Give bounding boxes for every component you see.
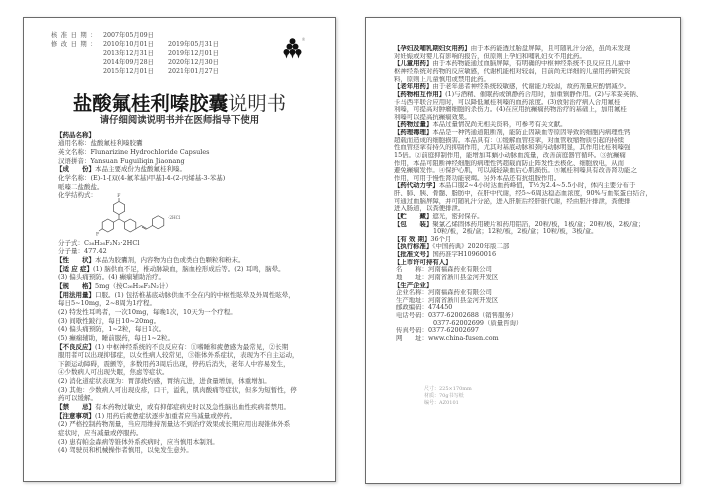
precautions-line xyxy=(56,438,308,447)
pinyin-name-line xyxy=(56,157,308,166)
line-text: (3) 间歇性跛行，每日10~20mg。 xyxy=(58,316,161,325)
line-text: 名 称：河南福森药业有限公司 xyxy=(396,266,492,274)
section-label: 【不良反应】 xyxy=(56,342,95,351)
section-label: 【适 应 症】 xyxy=(56,264,94,273)
line-text: 口服。(1) 包括椎基底动脉供血不全在内的中枢性眩晕及外周性眩晕， xyxy=(95,290,295,299)
section-label: 【上市许可持有人】 xyxy=(394,258,452,266)
revision-date: 2019年05月31日 xyxy=(168,41,219,48)
line-text: (1)与酒精、催眠药或镇静药合用时，加重镇静作用。(2)与苯妥英钠、 xyxy=(445,90,643,98)
line-text: 症状时，应当减量或停服药。 xyxy=(58,428,143,437)
line-text: 药可以缓解。 xyxy=(58,394,97,403)
title-drug-name: 盐酸氟桂利嗪胶囊 xyxy=(72,92,228,115)
section-label: 【注意事项】 xyxy=(56,411,95,420)
phone-line xyxy=(394,320,652,328)
pediatric-line xyxy=(394,60,652,68)
standard-line xyxy=(394,243,652,251)
precautions-line xyxy=(56,420,308,429)
package-line xyxy=(394,228,652,236)
storage-line xyxy=(394,213,652,221)
pharmacology-line xyxy=(394,167,652,175)
manufacturer-name-line xyxy=(394,289,652,297)
line-text: 36个月 xyxy=(430,235,452,243)
revision-date: 2019年12月01日 xyxy=(168,50,219,57)
line-text: 分子量：477.42 xyxy=(58,247,107,256)
line-text: 卡马西平联合应用时，可以降低氟桂利嗪的血药浓度。(3)放射治疗病人合用氟桂 xyxy=(394,98,621,106)
strength-line xyxy=(56,282,308,291)
pharmacokinetics-line xyxy=(394,198,652,206)
shelf-life-line xyxy=(394,236,652,244)
line-text: 《中国药典》2020年版二部 xyxy=(432,243,510,251)
line-text: 本品过量情况尚无相关资料，可参考有关文献。 xyxy=(432,121,567,129)
left-page xyxy=(23,17,336,482)
line-text: 利嗪可以提高抗癫痫效果。 xyxy=(394,113,471,121)
pharmacokinetics-line xyxy=(394,190,652,198)
section-label: 【药品名称】 xyxy=(56,130,95,139)
section-label: 【老年用药】 xyxy=(394,83,433,91)
dosage-line xyxy=(56,317,308,326)
pregnancy-line xyxy=(394,53,652,61)
revision-date: 2015年12月01日 xyxy=(103,68,154,75)
dosage-line xyxy=(56,299,308,308)
manufacturer-heading xyxy=(394,282,652,290)
section-label: 【批准文号】 xyxy=(394,251,433,259)
revision-date-row xyxy=(51,58,261,67)
line-text: 邮政编码：474450 xyxy=(396,304,453,312)
approval-date-row xyxy=(51,31,261,40)
pharmacokinetics-line xyxy=(394,205,652,213)
adverse-reactions-line xyxy=(56,368,308,377)
print-spec-block xyxy=(424,386,472,407)
precautions-line xyxy=(56,429,308,438)
line-text: 作用，可用于慢性肾功能衰竭。另外本品还有抗组胺作用。 xyxy=(394,174,561,182)
revision-date: 2010年10月01日 xyxy=(103,41,154,48)
section-label: 【生产企业】 xyxy=(394,281,433,289)
pediatric-line xyxy=(394,68,652,76)
line-text: 避免癫痫发作。④保护心肌，可以减轻缺血后心肌损伤。⑤氟桂利嗪具有改善肾功能之 xyxy=(394,167,637,175)
line-text: 本品口服2~4小时达血药峰值，T½为2.4~5.5小时，体内主要分布于 xyxy=(438,182,636,190)
adverse-reactions-line xyxy=(56,377,308,386)
line-text: 超载而造成的细胞损害。本品具有：①缓解血管痉挛，对血管收缩物质引起的持续 xyxy=(394,136,625,144)
company-logo-icon xyxy=(283,37,307,61)
line-text: 化学名称：(E)-1-[双(4-氟苯基)甲基]-4-(2-丙烯基-3-苯基) xyxy=(58,173,226,182)
molecular-weight-line xyxy=(56,247,308,256)
line-text: (3) 其他：少数病人可出现皮疹，口干，溢乳，肌肉酸痛等症状，但多为短暂性，停 xyxy=(58,385,297,394)
line-text: (2) 消化道症状表现为：胃部烧灼感，胃纳亢进，进食量增加，体重增加。 xyxy=(58,377,271,386)
ingredients-line xyxy=(56,165,308,174)
section-label: 【执行标准】 xyxy=(394,243,433,251)
adverse-reactions-line xyxy=(56,394,308,403)
date-block xyxy=(51,31,261,76)
pharmacology-line xyxy=(394,175,652,183)
phone-line xyxy=(394,312,652,320)
line-text: 15倍。②前庭抑制作用，能增加耳蜗小动脉血流量，改善前庭器官循环。③抗癫痫 xyxy=(394,151,626,159)
print-material: 材质：70g书写纸 xyxy=(424,393,464,399)
revision-date-row xyxy=(51,40,261,49)
pediatric-line xyxy=(394,76,652,84)
line-text: 有本药物过敏史，或有抑郁症病史时以及急性脑出血性疾病者禁用。 xyxy=(95,402,290,411)
section-label: 【药物过量】 xyxy=(394,121,433,129)
contraindications-line xyxy=(56,403,308,412)
line-text: (3) 患有帕金森病等锥体外系疾病时，应当慎用本制剂。 xyxy=(58,437,219,446)
line-text: 聚氯乙烯固体药用硬片和药用铝箔，20粒/板，1板/盒；20粒/板，2板/盒； xyxy=(432,220,645,228)
interactions-line xyxy=(394,91,652,99)
section-label: 【孕妇及哺乳期妇女用药】 xyxy=(394,45,471,53)
line-text: 每日5~10mg，2~8周为1疗程。 xyxy=(58,299,157,308)
revision-date: 2020年12月30日 xyxy=(168,59,219,66)
line-text: (4) 驾驶员和机械操作者慎用，以免发生意外。 xyxy=(58,446,193,455)
section-label: 【药理毒理】 xyxy=(394,129,433,137)
line-text: 10粒/板，2板/盒；12粒/板，2板/盒；10粒/板，3板/盒。 xyxy=(433,228,598,236)
line-text: 英文名称：Flunarizine Hydrochloride Capsules xyxy=(58,147,210,156)
mah-address-line xyxy=(394,274,652,282)
pharmacology-line xyxy=(394,160,652,168)
line-text: 本品为胶囊剂，内容物为白色或类白色颗粒和粉末。 xyxy=(95,256,245,265)
line-text: 哌嗪二盐酸盐。 xyxy=(58,182,104,191)
dosage-line xyxy=(56,334,308,343)
section-label: 【药代动力学】 xyxy=(394,182,439,190)
dosage-line xyxy=(56,325,308,334)
line-text: 分子式：C₂₆H₂₆F₂N₂·2HCl xyxy=(58,238,140,247)
overdose-line xyxy=(394,121,652,129)
section-label: 【有 效 期】 xyxy=(394,235,431,243)
line-text: 料，原则上儿童慎用或禁用此药。 xyxy=(394,75,490,83)
precautions-line xyxy=(56,446,308,455)
line-text: 0377-62002699（质量咨询） xyxy=(433,319,523,327)
line-text: 对妊娠或对婴儿有影响的报告，但原则上孕妇和哺乳妇女不用此药。 xyxy=(394,52,586,60)
line-text: 传真号码：0377-62002697 xyxy=(396,327,479,335)
salt-label: ·2HCl xyxy=(168,215,181,220)
postal-code-line xyxy=(394,304,652,312)
structure-spacer xyxy=(56,200,308,239)
interactions-line xyxy=(394,114,652,122)
line-text: 由于本药能透过胎盘屏障，且可随乳汁分泌，虽尚未发现 xyxy=(470,45,631,53)
description-line xyxy=(56,256,308,265)
line-text: (2) 严格控制药物剂量，当应用维持剂量达不到治疗效果或长期应用出现锥体外系 xyxy=(58,420,291,429)
pharmacology-line xyxy=(394,144,652,152)
line-text: 本品是一种钙通道阻断剂，能防止因缺血等原因导致的细胞内病理性钙 xyxy=(432,129,631,137)
line-text: 枢神经系统对药物的反应敏感，代谢机能相对较弱，目前尚无详细的儿童用药研究资 xyxy=(394,68,631,76)
interactions-line xyxy=(394,106,652,114)
line-text: 电话号码：0377-62002688（销售服务） xyxy=(396,312,518,320)
line-text: 国药准字H10960016 xyxy=(432,251,497,259)
section-label: 【儿童用药】 xyxy=(394,60,433,68)
line-text: (1) 脑供血不足，椎动脉缺血，脑血栓形成后等。(2) 耳鸣，脑晕。 xyxy=(93,264,285,273)
line-text: 作用，本品可阻断神经细胞的病理性钙超载而防止阵发性去极化、细胞放电，从而 xyxy=(394,159,625,167)
pregnancy-line xyxy=(394,45,652,53)
line-text: 企业名称：河南福森药业有限公司 xyxy=(396,289,492,297)
pharmacology-line xyxy=(394,137,652,145)
line-text: 由于老年患者神经系统较敏感，代谢能力较弱，故药剂量应酌情减少。 xyxy=(432,83,631,91)
right-page xyxy=(365,17,681,484)
english-name-line xyxy=(56,148,308,157)
section-label: 【用法用量】 xyxy=(56,290,95,299)
indications-line xyxy=(56,265,308,274)
fluorine-label: F xyxy=(96,232,100,238)
title-suffix: 说明书 xyxy=(227,92,287,115)
revision-date-row xyxy=(51,49,261,58)
manufacturer-address-line xyxy=(394,297,652,305)
website-line xyxy=(394,335,652,343)
geriatric-line xyxy=(394,83,652,91)
approval-date-label: 核准日期： xyxy=(51,32,100,39)
indications-line xyxy=(56,273,308,282)
pharmacology-line xyxy=(394,129,652,137)
line-text: 地 址：河南省淅川县金河开发区 xyxy=(396,273,499,281)
chemical-name-line xyxy=(56,183,308,192)
pharmacology-line xyxy=(394,152,652,160)
line-text: 汉语拼音：Yansuan Fuguiliqin Jiaonang xyxy=(58,156,185,165)
line-text: 肝、肺、胰、骨髓、脂肪中，在肝中代谢，经5~6周达稳态血浓度，90%与血浆蛋白结合， xyxy=(394,190,652,198)
line-text: (2) 特发性耳鸣者，一次10mg，每晚1次，10天为一个疗程。 xyxy=(58,307,237,316)
line-text: (1) 中枢神经系统的不良反应有：①嗜睡和疲惫感为最常见，②长期 xyxy=(95,342,289,351)
adverse-reactions-line xyxy=(56,386,308,395)
line-text: 生产地址：河南省淅川县金河开发区 xyxy=(396,296,499,304)
chemical-name-line xyxy=(56,174,308,183)
revision-date: 2021年01月27日 xyxy=(168,68,219,75)
line-text: 通用名称：盐酸氟桂利嗪胶囊 xyxy=(58,139,143,148)
line-text: 进入肠道，以粪便排泄。 xyxy=(394,205,465,213)
pharmacokinetics-line xyxy=(394,182,652,190)
section-label: 【包 装】 xyxy=(394,220,433,228)
revision-date-row xyxy=(51,67,261,76)
line-text: 化学结构式： xyxy=(58,191,97,200)
line-text: ④少数病人可出现失眠，焦虑等症状。 xyxy=(58,368,169,377)
line-text: 由于本药物能通过血脑屏障，有明确的中枢神经系统不良反应且儿童中 xyxy=(432,60,631,68)
line-text: 下颌运动障碍，震颤等，多数用药3周后出现，停药后消失，老年人中容易发生， xyxy=(58,359,290,368)
interactions-line xyxy=(394,99,652,107)
mah-name-line xyxy=(394,266,652,274)
molecular-formula-line xyxy=(56,239,308,248)
approval-number-line xyxy=(394,251,652,259)
line-text: 本品主要成份为盐酸氟桂利嗪。 xyxy=(95,165,186,174)
revision-date: 2014年09月28日 xyxy=(103,59,154,66)
drug-name-heading xyxy=(56,131,308,140)
print-size: 尺寸：225×170mm xyxy=(424,386,472,392)
adverse-reactions-line xyxy=(56,351,308,360)
precautions-line xyxy=(56,412,308,421)
document-title xyxy=(24,93,335,114)
right-page-body xyxy=(394,45,652,342)
line-text: 可通过血脑屏障，并可随乳汁分泌，进入肝脏后经肝脏代谢，经由胆汁排泄，粪便排 xyxy=(394,197,631,205)
line-text: (1) 用药后疲惫症状逐步加重者应当减量或停药。 xyxy=(95,411,237,420)
structure-formula-label xyxy=(56,191,308,200)
line-text: (3) 偏头痛预防。(4) 癫痫辅助治疗。 xyxy=(58,273,166,282)
section-label: 【药物相互作用】 xyxy=(394,90,446,98)
approval-date: 2007年05月09日 xyxy=(103,32,154,39)
section-label: 【贮 藏】 xyxy=(394,212,433,220)
left-page-body xyxy=(56,131,308,455)
adverse-reactions-line xyxy=(56,343,308,352)
registered-mark: ® xyxy=(301,37,306,42)
adverse-reactions-line xyxy=(56,360,308,369)
line-text: 遮光，密封保存。 xyxy=(432,212,484,220)
line-text: 服用者可以出现抑郁症，以女性病人较常见，③锥体外系症状，表现为不自主运动， xyxy=(58,351,299,360)
package-line xyxy=(394,221,652,229)
line-text: 网 址：www.china-fusen.com xyxy=(396,334,499,342)
line-text: 利嗪，可提高对肿瘤细胞的杀伤力。(4)在应用抗癫痫药物治疗的基础上，加用氟桂 xyxy=(394,106,627,114)
line-text: 5mg（按C₂₆H₂₆F₂N₂计） xyxy=(95,282,172,291)
line-text: (5) 癫痫辅助，睡前服药，每日1~2粒。 xyxy=(58,333,174,342)
fax-line xyxy=(394,327,652,335)
revision-date: 2013年12月31日 xyxy=(103,50,154,57)
generic-name-line xyxy=(56,139,308,148)
fluorine-label: F xyxy=(117,194,121,199)
dosage-line xyxy=(56,308,308,317)
line-text: (4) 偏头痛预防，1~2粒，每日1次。 xyxy=(58,325,166,334)
mah-heading xyxy=(394,259,652,267)
revision-date-label: 修改日期： xyxy=(51,41,100,48)
document-subtitle: 请仔细阅读说明书并在医师指导下使用 xyxy=(99,115,260,126)
section-label: 【成 份】 xyxy=(56,165,95,174)
section-label: 【禁 忌】 xyxy=(56,402,95,411)
section-label: 【规 格】 xyxy=(56,282,95,291)
line-text: 性血管痉挛有持久的抑制作用，尤其对基底动脉和颈内动脉明显，其作用比桂利嗪强 xyxy=(394,144,631,152)
dosage-line xyxy=(56,291,308,300)
section-label: 【性 状】 xyxy=(56,256,95,265)
print-code: 编号：AZ0101 xyxy=(424,400,459,406)
